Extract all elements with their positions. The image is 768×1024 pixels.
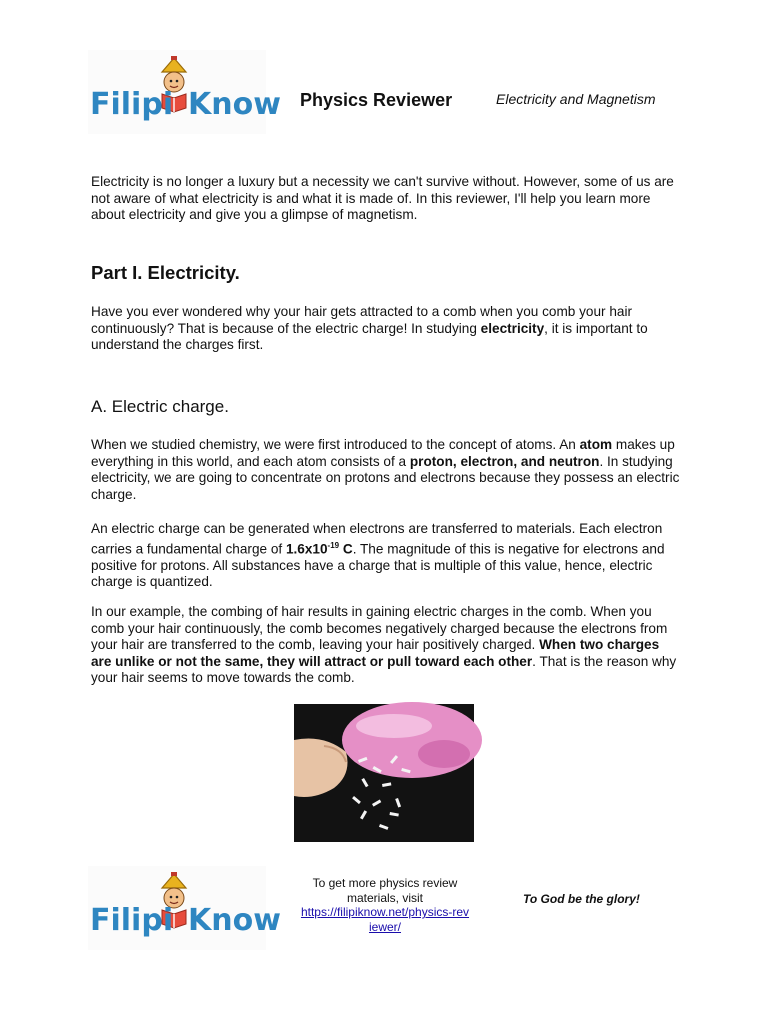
balloon-photo <box>294 704 474 842</box>
page-title: Physics Reviewer <box>300 90 453 110</box>
part1-heading: Part I. Electricity. <box>91 262 240 283</box>
footer-logo-text-filipi: Filipi <box>90 903 174 938</box>
section-a-heading: A. Electric charge. <box>91 397 229 416</box>
p1-text-c: makes up everything in this world, and each atom consists of a <box>91 437 675 469</box>
logo-text-filipi: Filipi <box>90 87 174 122</box>
filipiknow-logo <box>88 50 281 134</box>
footer-filipiknow-logo <box>88 866 281 950</box>
footer-logo-graphic <box>88 866 281 950</box>
p2-bold-unit: C <box>339 541 353 557</box>
footer-logo-text-know: Know <box>188 903 281 938</box>
p2-text-d: . The magnitude of this is negative for electrons and positive for protons. All substances have a charge that is multiple of this value, hence, electric charge is quantized. <box>91 541 665 590</box>
logo-text-know: Know <box>188 87 281 122</box>
p1-bold-atom: atom <box>579 437 613 452</box>
section-a-paragraph-1 <box>91 437 681 503</box>
part1-text-bold: electricity <box>480 320 545 336</box>
logo-graphic <box>88 50 281 134</box>
p3-text-c: . That is the reason why your hair seems to move towards the comb. <box>91 653 677 686</box>
p2-text-a: An electric charge can be generated when electrons are transferred to materials. Each electron carries a fundamental charge of <box>91 521 663 557</box>
footer-promo <box>300 876 470 934</box>
intro-paragraph: Electricity is no longer a luxury but a necessity we can't survive without. However, some of us are not aware of what electricity is and what it is made of. In this reviewer, I'll help you learn more about electricity and give you a glimpse of magnetism. <box>91 174 674 223</box>
p1-text-e: . In studying electricity, we are going to concentrate on protons and electrons because they possess an electric charge. <box>91 453 680 502</box>
p2-bold-value: 1.6x10 <box>285 541 328 557</box>
page-subtitle: Electricity and Magnetism <box>496 91 656 107</box>
footer-glory: To God be the glory! <box>523 892 640 906</box>
balloon-illustration <box>294 704 474 842</box>
section-a-paragraph-3 <box>91 604 681 687</box>
p3-text-a: In our example, the combing of hair results in gaining electric charges in the comb. When you comb your hair continuously, the comb becomes negatively charged because the electrons from your hair are transferred to the comb, leaving your hair positively charged. <box>91 604 668 653</box>
p2-exponent: -19 <box>327 540 340 550</box>
p1-text-a: When we studied chemistry, we were first introduced to the concept of atoms. An <box>91 437 580 452</box>
section-a-paragraph-2 <box>91 521 681 591</box>
part1-paragraph <box>91 304 681 354</box>
part1-text-a: Have you ever wondered why your hair gets attracted to a comb when you comb your hair continuously? That is because of the electric charge! In studying <box>91 304 633 336</box>
footer-promo-text: To get more physics review materials, visit <box>312 876 458 905</box>
p1-bold-particles: proton, electron, and neutron <box>409 453 600 469</box>
part1-text-c: , it is important to understand the charges first. <box>91 320 648 353</box>
footer-link[interactable]: https://filipiknow.net/physics-reviewer/ <box>300 905 470 934</box>
p3-bold-rule: When two charges are unlike or not the same, they will attract or pull toward each other <box>91 637 660 669</box>
